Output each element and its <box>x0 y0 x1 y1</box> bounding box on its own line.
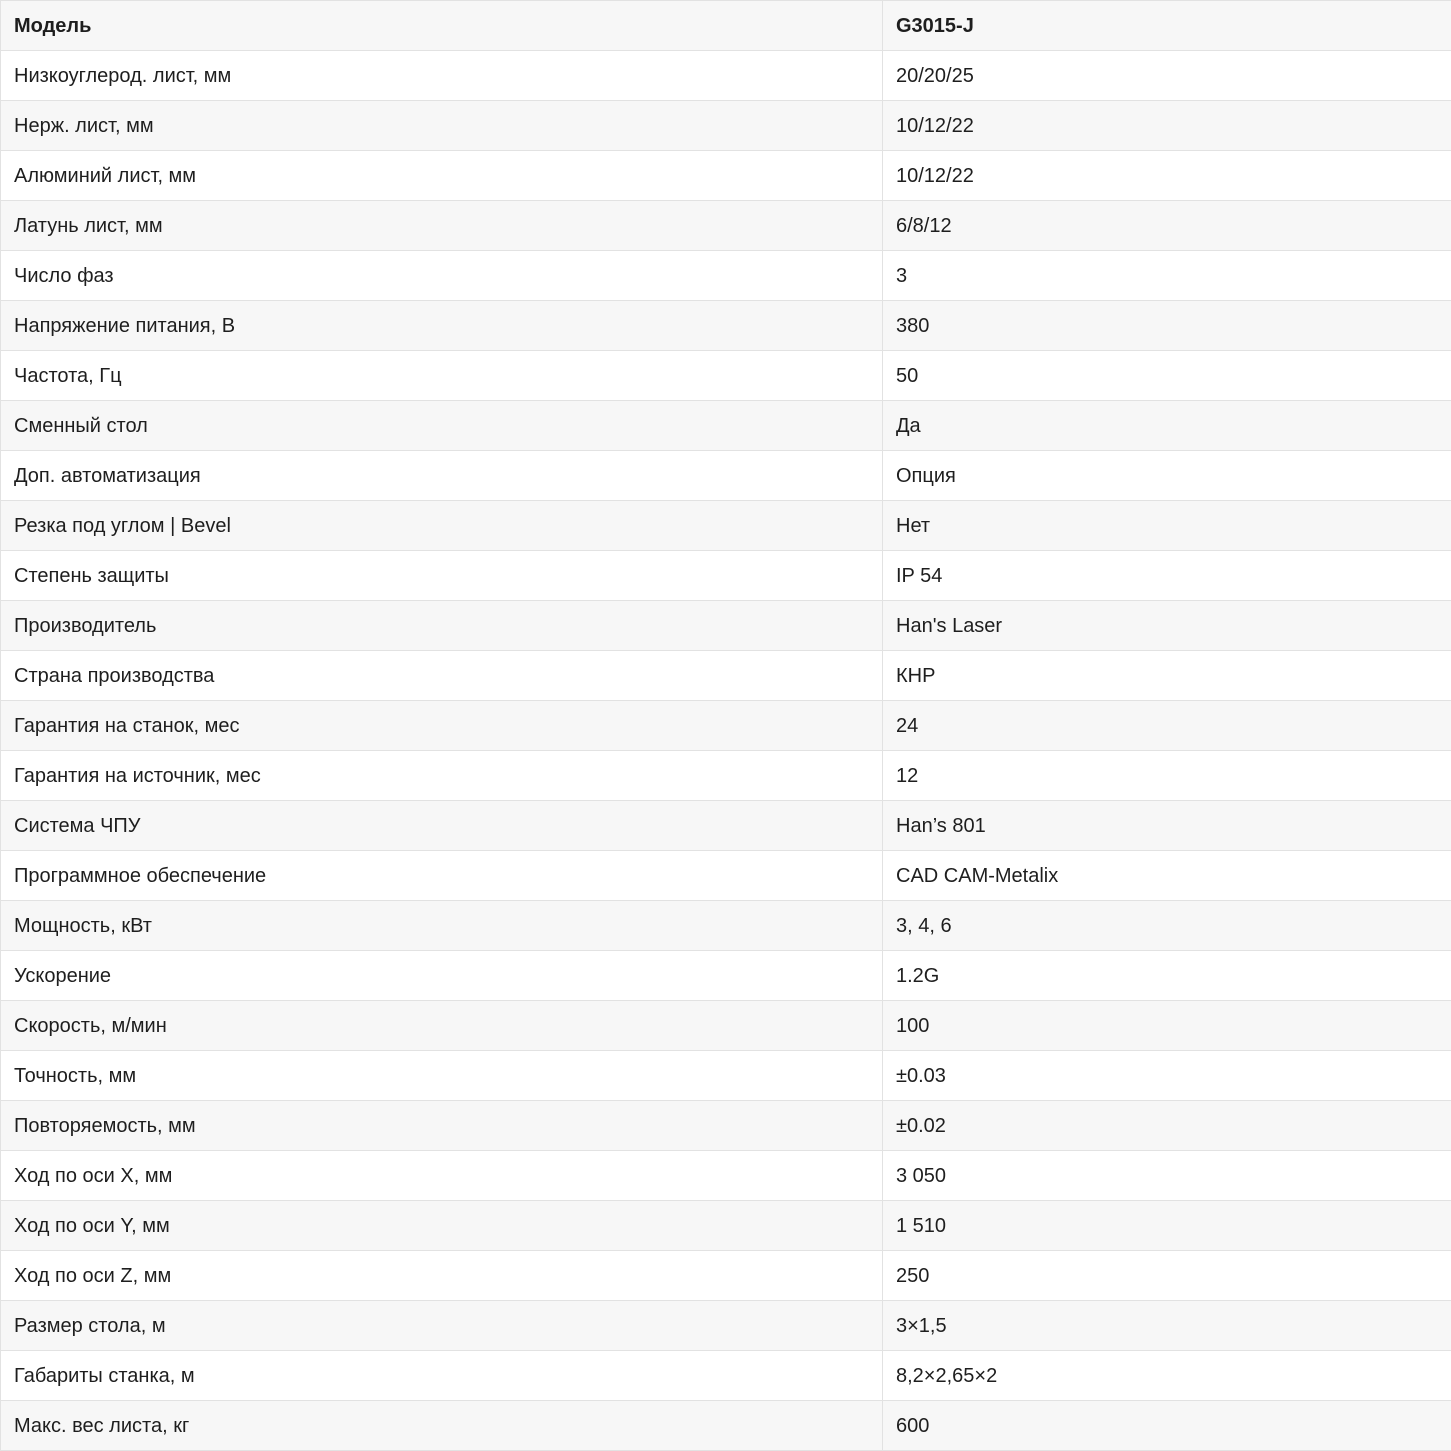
table-row <box>1 751 1451 801</box>
row-label: Степень защиты <box>1 551 883 601</box>
row-label: Гарантия на источник, мес <box>1 751 883 801</box>
row-value: 8,2×2,65×2 <box>883 1351 1451 1401</box>
table-row <box>1 1051 1451 1101</box>
table-row <box>1 401 1451 451</box>
row-value: 20/20/25 <box>883 51 1451 101</box>
row-value: 1 510 <box>883 1201 1451 1251</box>
row-label: Нерж. лист, мм <box>1 101 883 151</box>
row-label: Макс. вес листа, кг <box>1 1401 883 1451</box>
row-label: Страна производства <box>1 651 883 701</box>
table-row <box>1 951 1451 1001</box>
row-label: Программное обеспечение <box>1 851 883 901</box>
row-value: ±0.02 <box>883 1101 1451 1151</box>
row-value: 3, 4, 6 <box>883 901 1451 951</box>
row-value: 3 050 <box>883 1151 1451 1201</box>
table-row <box>1 101 1451 151</box>
row-label: Скорость, м/мин <box>1 1001 883 1051</box>
table-row <box>1 51 1451 101</box>
table-row <box>1 351 1451 401</box>
table-row <box>1 851 1451 901</box>
row-value: 600 <box>883 1401 1451 1451</box>
table-row <box>1 701 1451 751</box>
table-row <box>1 1001 1451 1051</box>
row-value: 12 <box>883 751 1451 801</box>
row-label: Производитель <box>1 601 883 651</box>
row-value: 380 <box>883 301 1451 351</box>
row-value: 10/12/22 <box>883 101 1451 151</box>
table-row <box>1 301 1451 351</box>
row-value: IP 54 <box>883 551 1451 601</box>
row-label: Латунь лист, мм <box>1 201 883 251</box>
row-value: 10/12/22 <box>883 151 1451 201</box>
header-label-cell: Модель <box>1 1 883 51</box>
row-label: Размер стола, м <box>1 1301 883 1351</box>
row-value: 50 <box>883 351 1451 401</box>
row-value: 24 <box>883 701 1451 751</box>
table-row <box>1 201 1451 251</box>
row-value: Да <box>883 401 1451 451</box>
row-label: Частота, Гц <box>1 351 883 401</box>
row-label: Резка под углом | Bevel <box>1 501 883 551</box>
row-label: Низкоуглерод. лист, мм <box>1 51 883 101</box>
table-row <box>1 601 1451 651</box>
table-row <box>1 1351 1451 1401</box>
table-row <box>1 901 1451 951</box>
row-label: Ход по оси Z, мм <box>1 1251 883 1301</box>
row-label: Ход по оси X, мм <box>1 1151 883 1201</box>
table-row <box>1 1251 1451 1301</box>
table-row <box>1 1101 1451 1151</box>
table-row <box>1 801 1451 851</box>
row-value: 3×1,5 <box>883 1301 1451 1351</box>
row-label: Габариты станка, м <box>1 1351 883 1401</box>
row-value: 250 <box>883 1251 1451 1301</box>
row-value: 3 <box>883 251 1451 301</box>
row-value: CAD CAM-Metalix <box>883 851 1451 901</box>
row-value: 6/8/12 <box>883 201 1451 251</box>
row-label: Алюминий лист, мм <box>1 151 883 201</box>
table-row <box>1 1401 1451 1451</box>
row-value: Han’s 801 <box>883 801 1451 851</box>
table-header-row <box>1 1 1451 51</box>
row-value: Нет <box>883 501 1451 551</box>
table-row <box>1 1201 1451 1251</box>
row-value: Опция <box>883 451 1451 501</box>
table-row <box>1 501 1451 551</box>
row-label: Напряжение питания, В <box>1 301 883 351</box>
table-row <box>1 151 1451 201</box>
row-label: Доп. автоматизация <box>1 451 883 501</box>
row-label: Число фаз <box>1 251 883 301</box>
row-label: Гарантия на станок, мес <box>1 701 883 751</box>
table-row <box>1 1301 1451 1351</box>
row-label: Мощность, кВт <box>1 901 883 951</box>
row-value: ±0.03 <box>883 1051 1451 1101</box>
table-row <box>1 651 1451 701</box>
table-row <box>1 251 1451 301</box>
row-label: Сменный стол <box>1 401 883 451</box>
row-value: 1.2G <box>883 951 1451 1001</box>
row-label: Ускорение <box>1 951 883 1001</box>
row-value: Han's Laser <box>883 601 1451 651</box>
row-label: Ход по оси Y, мм <box>1 1201 883 1251</box>
row-label: Система ЧПУ <box>1 801 883 851</box>
spec-table-body <box>1 1 1451 1451</box>
header-value-cell: G3015-J <box>883 1 1451 51</box>
row-label: Точность, мм <box>1 1051 883 1101</box>
row-label: Повторяемость, мм <box>1 1101 883 1151</box>
table-row <box>1 1151 1451 1201</box>
table-row <box>1 551 1451 601</box>
row-value: 100 <box>883 1001 1451 1051</box>
row-value: КНР <box>883 651 1451 701</box>
table-row <box>1 451 1451 501</box>
